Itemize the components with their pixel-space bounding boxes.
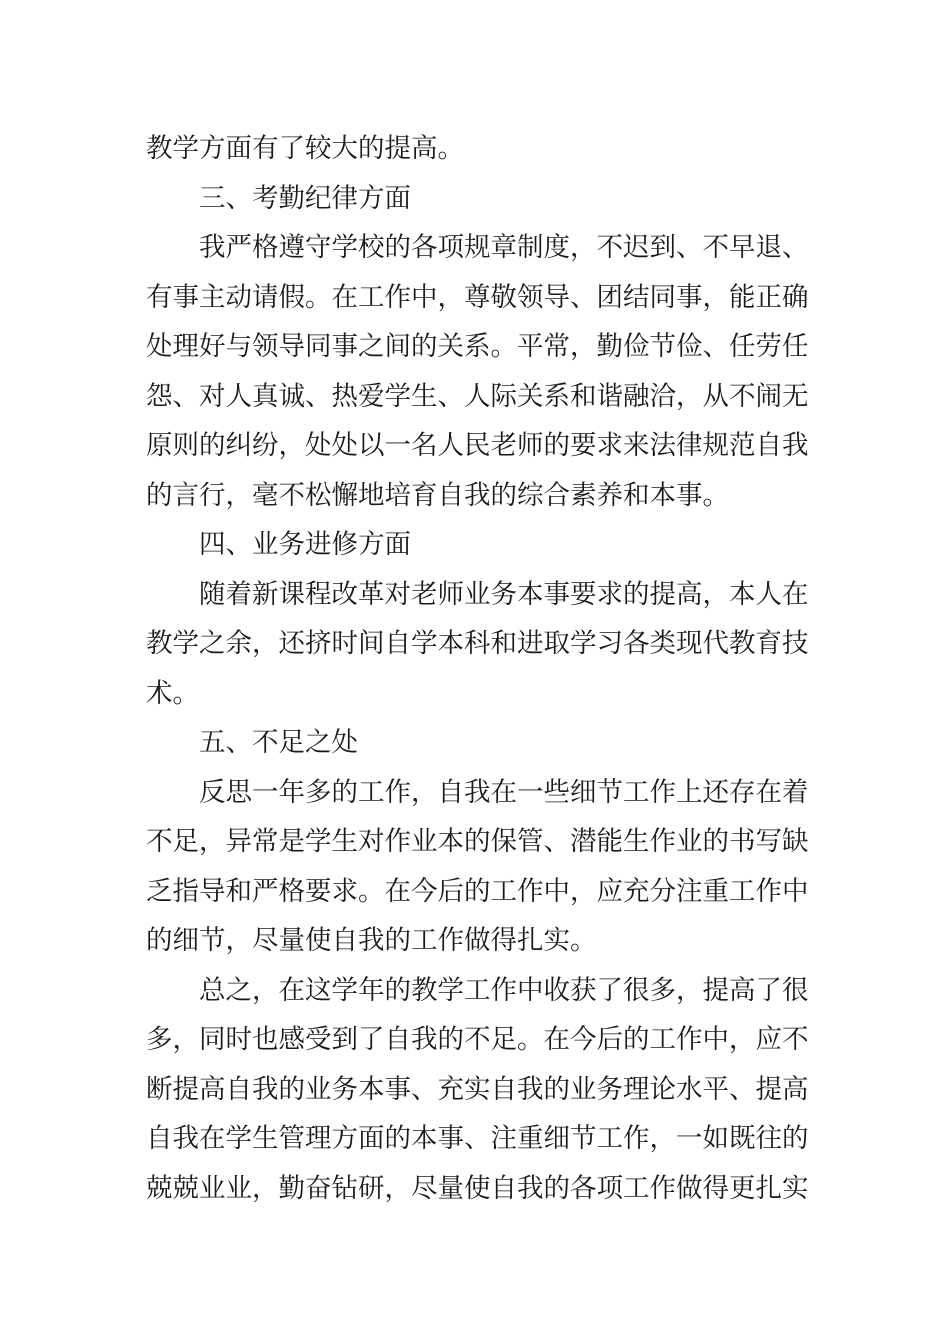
text-line: 的细节，尽量使自我的工作做得扎实。 bbox=[146, 925, 597, 956]
text-line: 原则的纠纷，处处以一名人民老师的要求来法律规范自我 bbox=[146, 430, 809, 461]
text-line: 断提高自我的业务本事、充实自我的业务理论水平、提高 bbox=[146, 1073, 809, 1105]
text-line: 有事主动请假。在工作中，尊敬领导、团结同事，能正确 bbox=[146, 281, 809, 313]
section-heading: 四、业务进修方面 bbox=[199, 529, 411, 560]
text-line: 总之，在这学年的教学工作中收获了很多，提高了很 bbox=[199, 974, 809, 1006]
text-line: 多，同时也感受到了自我的不足。在今后的工作中，应不 bbox=[146, 1024, 809, 1055]
text-line: 怨、对人真诚、热爱学生、人际关系和谐融洽，从不闹无 bbox=[146, 380, 809, 412]
text-line: 反思一年多的工作，自我在一些细节工作上还存在着 bbox=[199, 776, 809, 808]
text-line: 随着新课程改革对老师业务本事要求的提高，本人在 bbox=[199, 578, 809, 610]
document-body bbox=[146, 124, 808, 1213]
text-line: 教学之余，还挤时间自学本科和进取学习各类现代教育技 bbox=[146, 628, 809, 659]
text-line: 不足，异常是学生对作业本的保管、潜能生作业的书写缺 bbox=[146, 826, 809, 857]
text-line: 处理好与领导同事之间的关系。平常，勤俭节俭、任劳任 bbox=[146, 331, 809, 362]
text-line: 我严格遵守学校的各项规章制度，不迟到、不早退、 bbox=[199, 232, 809, 263]
section-heading: 三、考勤纪律方面 bbox=[199, 182, 411, 214]
text-line: 教学方面有了较大的提高。 bbox=[146, 133, 464, 164]
text-line: 兢兢业业，勤奋钻研，尽量使自我的各项工作做得更扎实 bbox=[146, 1172, 809, 1204]
text-line: 乏指导和严格要求。在今后的工作中，应充分注重工作中 bbox=[146, 875, 809, 907]
section-heading: 五、不足之处 bbox=[199, 727, 358, 758]
text-line: 的言行，毫不松懈地培育自我的综合素养和本事。 bbox=[146, 479, 729, 511]
text-line: 术。 bbox=[146, 677, 199, 709]
text-line: 自我在学生管理方面的本事、注重细节工作，一如既往的 bbox=[146, 1123, 809, 1154]
